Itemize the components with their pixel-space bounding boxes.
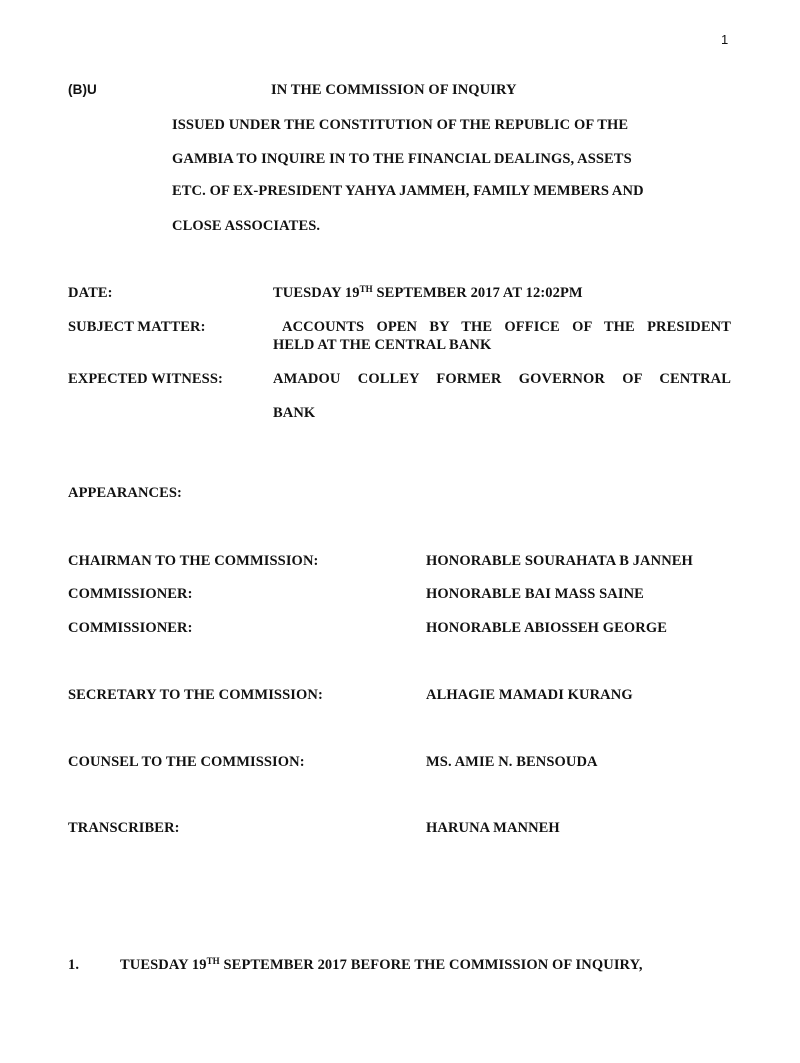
- item-text: TUESDAY 19TH SEPTEMBER 2017 BEFORE THE COMMISSION OF INQUIRY,: [120, 956, 643, 973]
- appearance-role: COMMISSIONER:: [68, 620, 193, 636]
- appearance-role: COUNSEL TO THE COMMISSION:: [68, 754, 305, 770]
- subject-value-line1: ACCOUNTS OPEN BY THE OFFICE OF THE PRESIDENT: [282, 319, 731, 335]
- header-line: ISSUED UNDER THE CONSTITUTION OF THE REPUBLIC OF THE: [172, 117, 629, 133]
- appearance-name: MS. AMIE N. BENSOUDA: [426, 754, 598, 770]
- appearance-role: TRANSCRIBER:: [68, 820, 180, 836]
- header-line: ETC. OF EX-PRESIDENT YAHYA JAMMEH, FAMILY MEMBERS AND: [172, 183, 644, 199]
- document-title: IN THE COMMISSION OF INQUIRY: [271, 82, 517, 98]
- appearance-name: HARUNA MANNEH: [426, 820, 560, 836]
- subject-value-line2: HELD AT THE CENTRAL BANK: [273, 337, 492, 353]
- witness-value-line1: AMADOU COLLEY FORMER GOVERNOR OF CENTRAL: [273, 371, 731, 387]
- appearance-role: SECRETARY TO THE COMMISSION:: [68, 687, 323, 703]
- appearance-role: COMMISSIONER:: [68, 586, 193, 602]
- date-label: DATE:: [68, 285, 113, 301]
- reference-code: (B)U: [68, 82, 97, 97]
- page-number: 1: [721, 32, 729, 47]
- header-line: CLOSE ASSOCIATES.: [172, 218, 321, 234]
- item-number: 1.: [68, 957, 80, 973]
- appearances-heading: APPEARANCES:: [68, 485, 182, 501]
- header-line: GAMBIA TO INQUIRE IN TO THE FINANCIAL DEALINGS, ASSETS: [172, 151, 632, 167]
- witness-value-line2: BANK: [273, 405, 316, 421]
- appearance-name: ALHAGIE MAMADI KURANG: [426, 687, 633, 703]
- appearance-name: HONORABLE ABIOSSEH GEORGE: [426, 620, 668, 636]
- appearance-name: HONORABLE BAI MASS SAINE: [426, 586, 644, 602]
- appearance-name: HONORABLE SOURAHATA B JANNEH: [426, 553, 693, 569]
- subject-label: SUBJECT MATTER:: [68, 319, 206, 335]
- date-value: TUESDAY 19TH SEPTEMBER 2017 AT 12:02PM: [273, 284, 583, 301]
- appearance-role: CHAIRMAN TO THE COMMISSION:: [68, 553, 319, 569]
- witness-label: EXPECTED WITNESS:: [68, 371, 223, 387]
